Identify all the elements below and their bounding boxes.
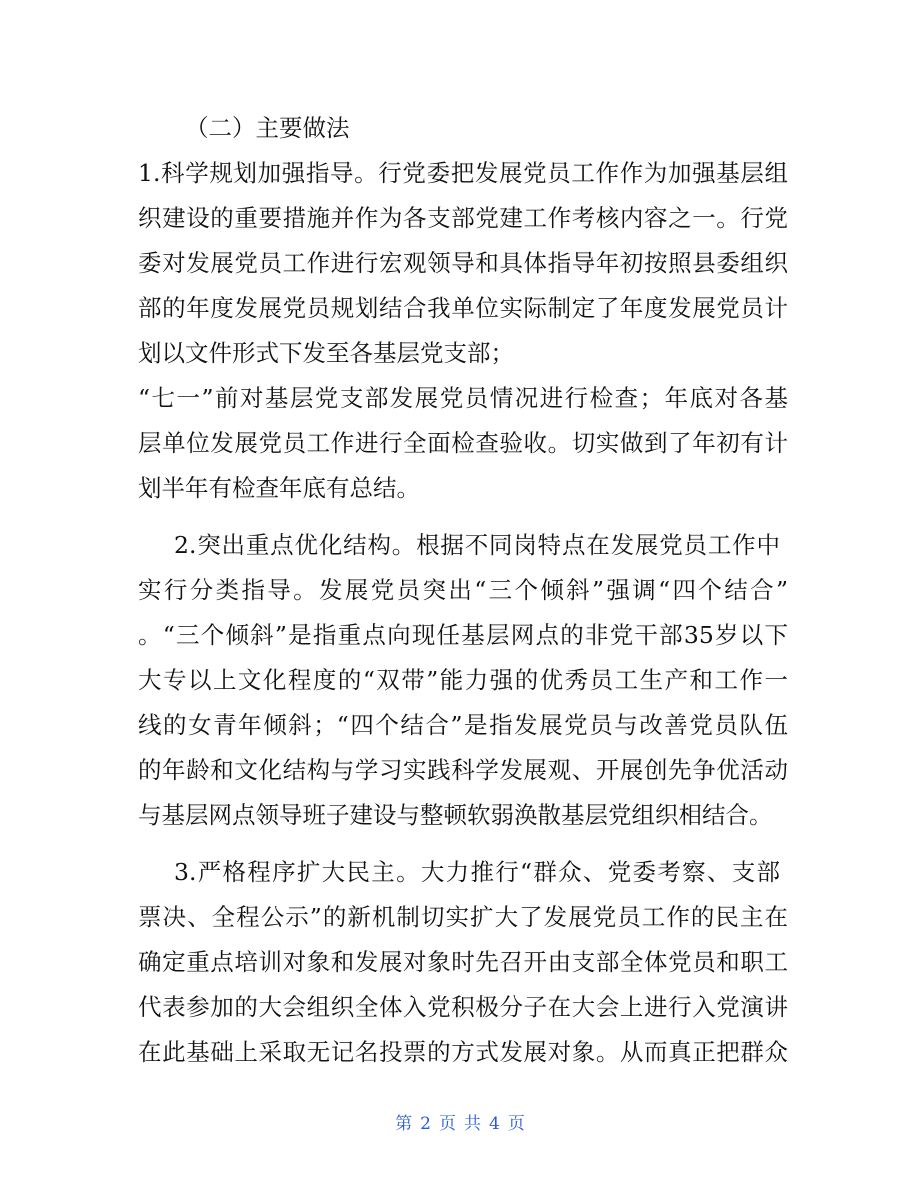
paragraph-line: 织建设的重要措施并作为各支部党建工作考核内容之一。行党 bbox=[138, 204, 788, 232]
paragraph-line: 与基层网点领导班子建设与整顿软弱涣散基层党组织相结合。 bbox=[138, 801, 773, 829]
paragraph-line: “七一”前对基层党支部发展党员情况进行检查；年底对各基 bbox=[138, 384, 788, 412]
footer-total-pages: 4 bbox=[489, 1114, 500, 1134]
footer-page-unit: 页 bbox=[439, 1114, 456, 1134]
paragraph-line: 票决、全程公示”的新机制切实扩大了发展党员工作的民主在 bbox=[138, 903, 788, 931]
paragraph-line: 。“三个倾斜”是指重点向现任基层网点的非党干部35岁以下 bbox=[138, 621, 788, 649]
section-heading: （二）主要做法 bbox=[185, 114, 350, 142]
footer-total-unit: 页 bbox=[507, 1114, 525, 1134]
paragraph-line: 委对发展党员工作进行宏观领导和具体指导年初按照县委组织 bbox=[138, 249, 788, 277]
paragraph-line: 1.科学规划加强指导。行党委把发展党员工作作为加强基层组 bbox=[138, 159, 788, 187]
paragraph-line: 实行分类指导。发展党员突出“三个倾斜”强调“四个结合” bbox=[138, 576, 788, 604]
paragraph-line: 确定重点培训对象和发展对象时先召开由支部全体党员和职工 bbox=[138, 948, 788, 976]
paragraph-line: 部的年度发展党员规划结合我单位实际制定了年度发展党员计 bbox=[138, 294, 788, 322]
paragraph-line: 大专以上文化程度的“双带”能力强的优秀员工生产和工作一 bbox=[138, 666, 788, 694]
paragraph-line: 2.突出重点优化结构。根据不同岗特点在发展党员工作中 bbox=[174, 531, 780, 559]
footer-total-label: 共 bbox=[464, 1114, 481, 1134]
paragraph-line: 划以文件形式下发至各基层党支部； bbox=[138, 339, 514, 367]
paragraph-line: 线的女青年倾斜；“四个结合”是指发展党员与改善党员队伍 bbox=[138, 711, 788, 739]
paragraph-line: 的年龄和文化结构与学习实践科学发展观、开展创先争优活动 bbox=[138, 756, 788, 784]
paragraph-line: 划半年有检查年底有总结。 bbox=[138, 474, 420, 502]
footer-prefix: 第 bbox=[395, 1114, 413, 1134]
paragraph-line: 层单位发展党员工作进行全面检查验收。切实做到了年初有计 bbox=[138, 429, 788, 457]
paragraph-line: 代表参加的大会组织全体入党积极分子在大会上进行入党演讲 bbox=[138, 993, 788, 1021]
page-footer bbox=[0, 1112, 920, 1136]
footer-page-number: 2 bbox=[420, 1114, 431, 1134]
paragraph-line: 在此基础上采取无记名投票的方式发展对象。从而真正把群众 bbox=[138, 1038, 788, 1066]
paragraph-line: 3.严格程序扩大民主。大力推行“群众、党委考察、支部 bbox=[174, 858, 780, 886]
